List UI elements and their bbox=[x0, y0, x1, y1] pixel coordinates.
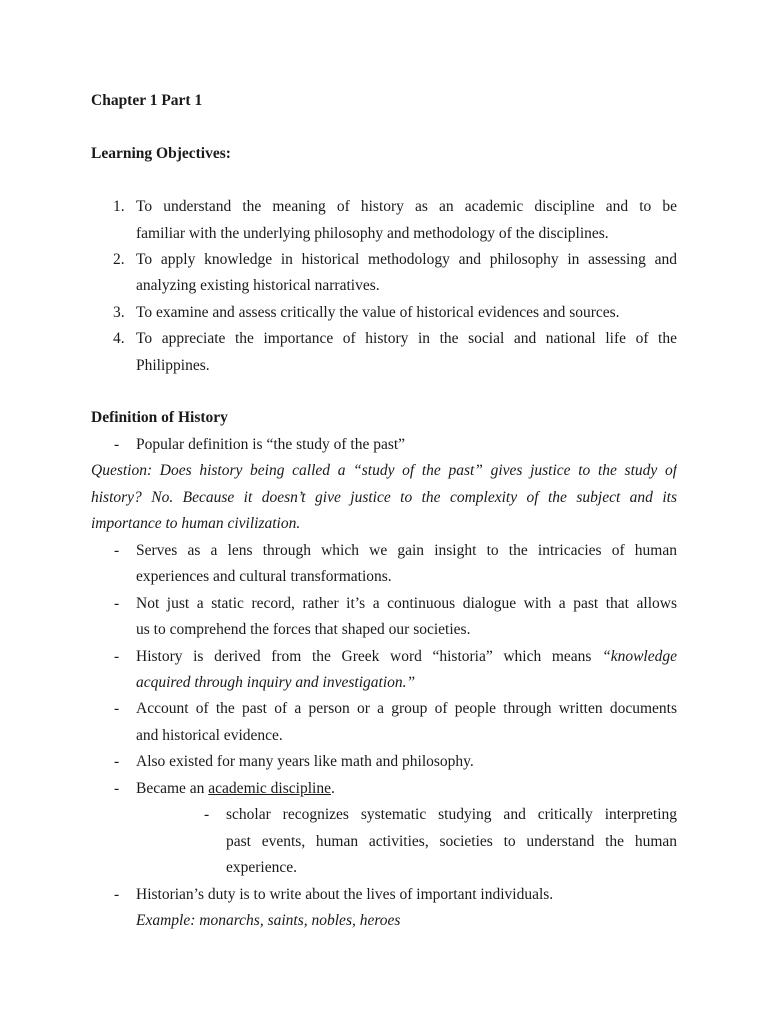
sub-bullet-text: scholar recognizes systematic studying and critically interpreting bbox=[226, 806, 677, 823]
bullet-text bbox=[136, 776, 677, 802]
bullet-text: and historical evidence. bbox=[136, 727, 283, 744]
objective-text: To apply knowledge in historical methodology and philosophy in assessing and bbox=[136, 251, 677, 268]
bullet-dash: - bbox=[114, 780, 120, 797]
example-text: Example: monarchs, saints, nobles, heroes bbox=[136, 912, 401, 929]
bullet-text: us to comprehend the forces that shaped our societies. bbox=[136, 621, 471, 638]
objective-text: To examine and assess critically the value of historical evidences and sources. bbox=[136, 304, 620, 321]
list-number: 1. bbox=[113, 198, 125, 215]
sub-bullet-text: past events, human activities, societies to understand the human bbox=[226, 833, 677, 850]
bullet-dash: - bbox=[114, 753, 120, 770]
greek-italic: “knowledge bbox=[602, 648, 677, 665]
objective-text: Philippines. bbox=[136, 357, 210, 374]
bullet-text: acquired through inquiry and investigation.” bbox=[136, 674, 416, 691]
bullet-dash: - bbox=[114, 700, 120, 717]
bullet-text: Popular definition is “the study of the past” bbox=[136, 436, 406, 453]
bullet-text: experiences and cultural transformations. bbox=[136, 568, 392, 585]
bullet-dash: - bbox=[114, 886, 120, 903]
chapter-heading: Chapter 1 Part 1 bbox=[91, 92, 203, 109]
sub-bullet-dash: - bbox=[204, 806, 210, 823]
bullet-text: Historian’s duty is to write about the lives of important individuals. bbox=[136, 886, 554, 903]
bullet-text: Account of the past of a person or a group of people through written documents bbox=[136, 700, 677, 717]
bullet-text bbox=[136, 644, 677, 670]
objective-text: analyzing existing historical narratives. bbox=[136, 277, 380, 294]
bullet-text: Not just a static record, rather it’s a continuous dialogue with a past that allows bbox=[136, 595, 677, 612]
bullet-dash: - bbox=[114, 648, 120, 665]
bullet-dash: - bbox=[114, 595, 120, 612]
sub-bullet-text: experience. bbox=[226, 859, 297, 876]
objective-text: To appreciate the importance of history in the social and national life of the bbox=[136, 330, 677, 347]
academic-suffix: . bbox=[330, 780, 335, 797]
question-text: Question: Does history being called a “study of the past” gives justice to the study of bbox=[91, 462, 677, 479]
bullet-text: Serves as a lens through which we gain insight to the intricacies of human bbox=[136, 542, 677, 559]
bullet-dash: - bbox=[114, 542, 120, 559]
question-text: history? No. Because it doesn’t give justice to the complexity of the subject and its bbox=[91, 489, 677, 506]
list-number: 4. bbox=[113, 330, 125, 347]
academic-discipline-underlined: academic discipline bbox=[208, 780, 331, 797]
objective-text: familiar with the underlying philosophy and methodology of the disciplines. bbox=[136, 225, 609, 242]
objective-text: To understand the meaning of history as an academic discipline and to be bbox=[136, 198, 677, 215]
objectives-title: Learning Objectives: bbox=[91, 145, 231, 162]
greek-plain: History is derived from the Greek word “historia” which means bbox=[136, 648, 603, 665]
list-number: 2. bbox=[113, 251, 125, 268]
academic-prefix: Became an bbox=[136, 780, 209, 797]
definition-title: Definition of History bbox=[91, 409, 228, 426]
bullet-dash: - bbox=[114, 436, 120, 453]
question-text: importance to human civilization. bbox=[91, 515, 301, 532]
bullet-text: Also existed for many years like math and philosophy. bbox=[136, 753, 474, 770]
list-number: 3. bbox=[113, 304, 125, 321]
